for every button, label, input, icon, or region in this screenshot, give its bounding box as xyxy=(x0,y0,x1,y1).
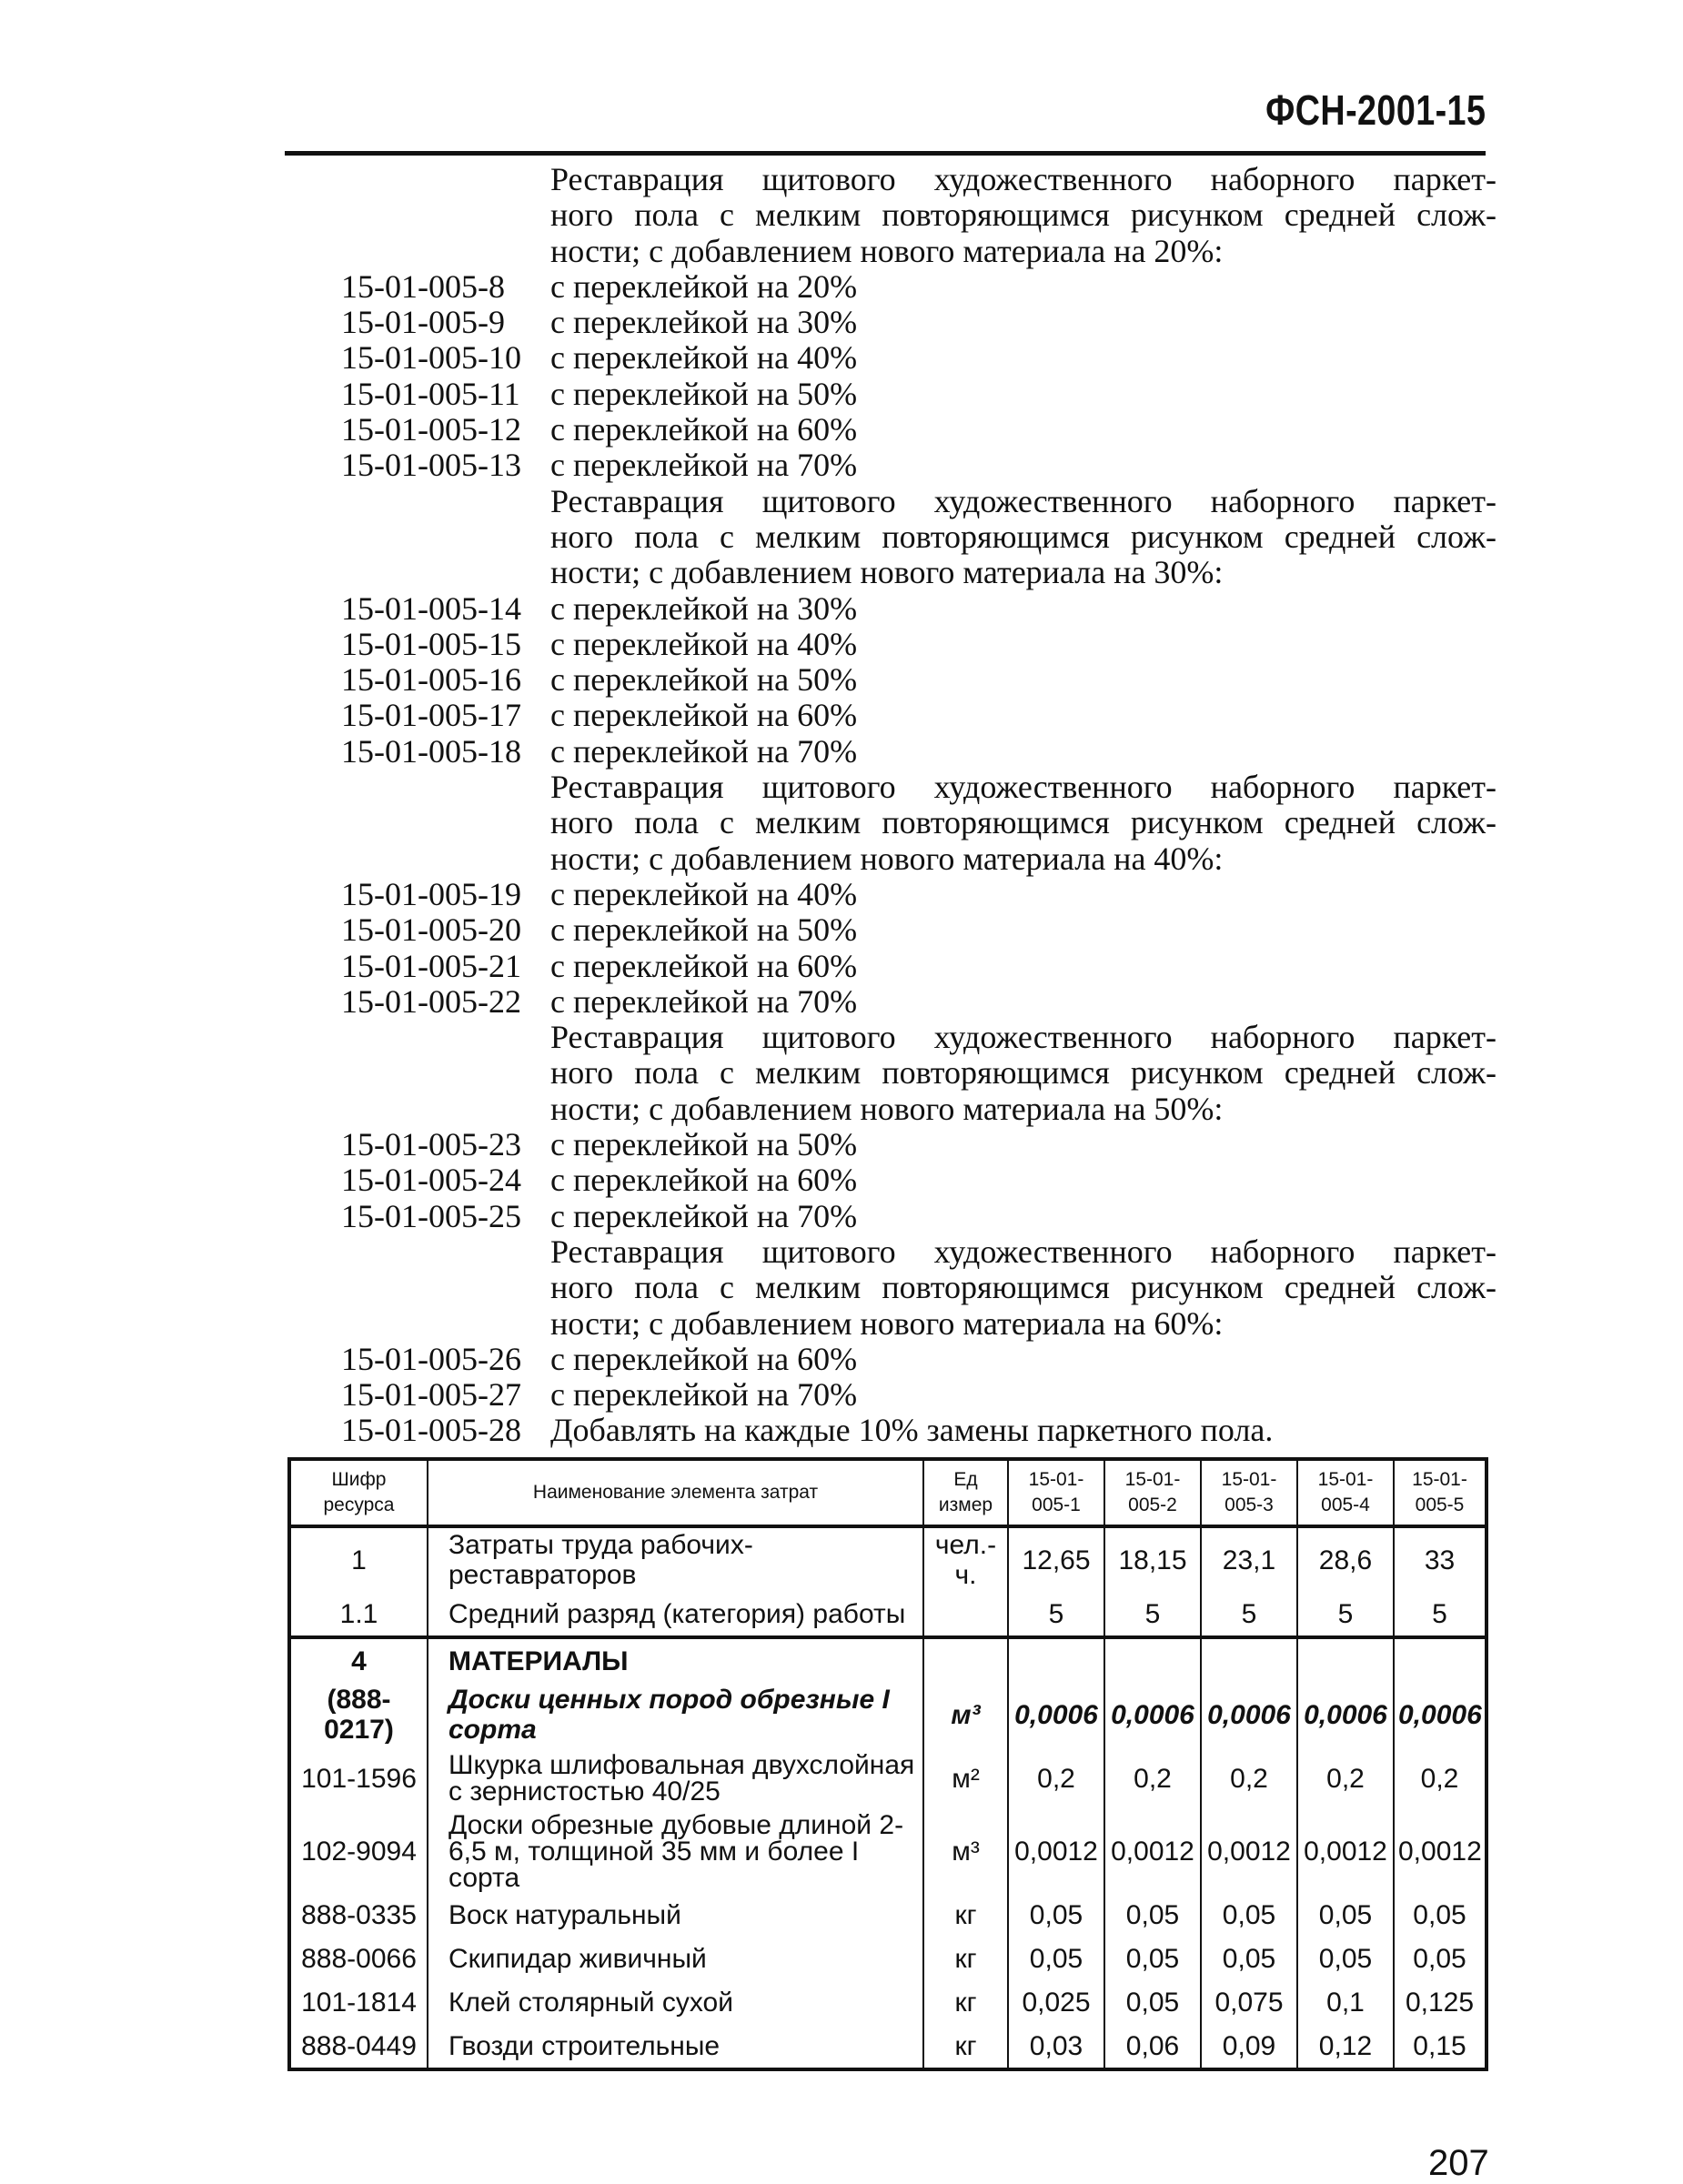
norm-value: 5 xyxy=(1008,1592,1104,1637)
table-row xyxy=(289,1980,1486,2024)
table-row xyxy=(289,1893,1486,1937)
norm-value: 12,65 xyxy=(1008,1526,1104,1592)
header-norm-2: 15-01- 005-2 xyxy=(1104,1459,1201,1526)
norm-item xyxy=(341,698,1497,733)
norm-code: 15-01-005-14 xyxy=(341,589,521,627)
norm-description: с переклейкой на 60% xyxy=(550,697,858,734)
section-heading-line: ного пола с мелким повторяющимся рисунком средней слож- xyxy=(550,196,1497,234)
norm-value xyxy=(1394,1637,1486,1683)
norm-description: с переклейкой на 70% xyxy=(550,1376,858,1414)
norm-value: 0,1 xyxy=(1297,1980,1394,2024)
table-row xyxy=(289,1526,1486,1592)
norm-description: с переклейкой на 70% xyxy=(550,732,858,770)
norm-description: с переклейкой на 40% xyxy=(550,339,858,377)
norm-value: 0,05 xyxy=(1201,1893,1297,1937)
norm-value xyxy=(1201,1637,1297,1683)
norm-code: 15-01-005-10 xyxy=(341,339,521,377)
norm-value: 0,05 xyxy=(1297,1893,1394,1937)
norm-value: 0,125 xyxy=(1394,1980,1486,2024)
table-row xyxy=(289,1683,1486,1746)
norm-description: с переклейкой на 40% xyxy=(550,875,858,912)
resource-code: 888-0066 xyxy=(289,1937,428,1980)
norm-code: 15-01-005-18 xyxy=(341,732,521,770)
norm-value: 5 xyxy=(1394,1592,1486,1637)
section-heading-line: ного пола с мелким повторяющимся рисунком средней слож- xyxy=(550,518,1497,555)
resource-code: 101-1814 xyxy=(289,1980,428,2024)
norm-item xyxy=(341,377,1497,412)
resource-code: 888-0449 xyxy=(289,2024,428,2069)
unit: кг xyxy=(923,1980,1008,2024)
section-heading xyxy=(341,1020,1497,1127)
page-number: 207 xyxy=(1428,2143,1489,2183)
norm-code: 15-01-005-12 xyxy=(341,411,521,448)
unit: кг xyxy=(923,1893,1008,1937)
norm-value: 0,2 xyxy=(1394,1746,1486,1810)
norm-code: 15-01-005-21 xyxy=(341,947,521,984)
section-heading-line: ности; с добавлением нового материала на 20%: xyxy=(550,232,1224,269)
norm-item xyxy=(341,1342,1497,1377)
norm-item xyxy=(341,984,1497,1020)
norm-item xyxy=(341,1162,1497,1198)
section-heading-line: ного пола с мелким повторяющимся рисунком средней слож- xyxy=(550,1269,1497,1306)
section-heading xyxy=(341,162,1497,269)
norm-item xyxy=(341,305,1497,340)
resource-code: (888-0217) xyxy=(289,1683,428,1746)
resource-code: 1 xyxy=(289,1526,428,1592)
norm-value: 0,025 xyxy=(1008,1980,1104,2024)
norm-code: 15-01-005-27 xyxy=(341,1376,521,1414)
norm-item xyxy=(341,1413,1497,1448)
element-name: Гвозди строительные xyxy=(428,2024,923,2069)
norm-description: с переклейкой на 50% xyxy=(550,661,858,699)
resource-code: 102-9094 xyxy=(289,1810,428,1893)
element-name: Доски ценных пород обрезные I сорта xyxy=(428,1683,923,1746)
header-element-name: Наименование элемента затрат xyxy=(428,1459,923,1526)
section-heading-line: Реставрация щитового художественного наборного паркет- xyxy=(550,1019,1497,1056)
norm-value: 0,05 xyxy=(1297,1937,1394,1980)
norm-value: 0,2 xyxy=(1008,1746,1104,1810)
norm-value: 0,0006 xyxy=(1008,1683,1104,1746)
norm-description: с переклейкой на 70% xyxy=(550,982,858,1020)
norm-value: 5 xyxy=(1297,1592,1394,1637)
norm-description: с переклейкой на 50% xyxy=(550,1126,858,1163)
norm-value: 0,0006 xyxy=(1104,1683,1201,1746)
norm-value xyxy=(1008,1637,1104,1683)
norm-value: 0,12 xyxy=(1297,2024,1394,2069)
norm-value: 0,2 xyxy=(1201,1746,1297,1810)
norm-item xyxy=(341,949,1497,984)
norm-code: 15-01-005-9 xyxy=(341,304,505,341)
body-text xyxy=(341,162,1497,1449)
header-norm-4: 15-01- 005-4 xyxy=(1297,1459,1394,1526)
norm-value: 0,0012 xyxy=(1008,1810,1104,1893)
section-heading-line: Реставрация щитового художественного наборного паркет- xyxy=(550,161,1497,197)
table-row xyxy=(289,1746,1486,1810)
norm-value: 0,15 xyxy=(1394,2024,1486,2069)
unit: кг xyxy=(923,1937,1008,1980)
table-body xyxy=(289,1526,1486,2069)
norm-description: с переклейкой на 50% xyxy=(550,375,858,412)
norm-value: 0,05 xyxy=(1104,1937,1201,1980)
header-norm-1: 15-01- 005-1 xyxy=(1008,1459,1104,1526)
norm-code: 15-01-005-24 xyxy=(341,1162,521,1199)
norm-value: 0,0012 xyxy=(1201,1810,1297,1893)
norm-description: с переклейкой на 60% xyxy=(550,411,858,448)
norm-description: с переклейкой на 60% xyxy=(550,947,858,984)
section-heading-line: ного пола с мелким повторяющимся рисунком средней слож- xyxy=(550,1054,1497,1092)
element-name: Доски обрезные дубовые длиной 2-6,5 м, толщиной 35 мм и более I сорта xyxy=(428,1810,923,1893)
norm-value: 0,0012 xyxy=(1297,1810,1394,1893)
norm-item xyxy=(341,591,1497,627)
norm-value: 5 xyxy=(1104,1592,1201,1637)
norm-code: 15-01-005-17 xyxy=(341,697,521,734)
norm-code: 15-01-005-11 xyxy=(341,375,520,412)
norm-code: 15-01-005-13 xyxy=(341,447,521,484)
section-heading xyxy=(341,770,1497,877)
norm-code: 15-01-005-22 xyxy=(341,982,521,1020)
norm-value: 0,0006 xyxy=(1297,1683,1394,1746)
norm-value: 0,05 xyxy=(1201,1937,1297,1980)
norm-value: 0,0006 xyxy=(1201,1683,1297,1746)
unit: м² xyxy=(923,1746,1008,1810)
table-row xyxy=(289,1592,1486,1637)
norm-item xyxy=(341,1377,1497,1413)
norm-value: 0,05 xyxy=(1008,1937,1104,1980)
norm-value: 0,05 xyxy=(1104,1893,1201,1937)
section-heading-line: Реставрация щитового художественного наборного паркет- xyxy=(550,1233,1497,1270)
document-code: ФСН-2001-15 xyxy=(1265,86,1486,134)
table-row xyxy=(289,2024,1486,2069)
header-norm-3: 15-01- 005-3 xyxy=(1201,1459,1297,1526)
element-name: Средний разряд (категория) работы xyxy=(428,1592,923,1637)
norm-item xyxy=(341,877,1497,912)
norm-description: с переклейкой на 50% xyxy=(550,911,858,949)
norm-item xyxy=(341,412,1497,448)
resource-code: 888-0335 xyxy=(289,1893,428,1937)
norm-description: с переклейкой на 20% xyxy=(550,267,858,305)
norm-value: 23,1 xyxy=(1201,1526,1297,1592)
section-heading-line: ного пола с мелким повторяющимся рисунком средней слож- xyxy=(550,804,1497,841)
norm-code: 15-01-005-19 xyxy=(341,875,521,912)
norm-value: 0,03 xyxy=(1008,2024,1104,2069)
norm-code: 15-01-005-15 xyxy=(341,625,521,662)
header-norm-5: 15-01- 005-5 xyxy=(1394,1459,1486,1526)
section-heading xyxy=(341,484,1497,591)
norm-value: 0,0006 xyxy=(1394,1683,1486,1746)
unit: м³ xyxy=(923,1810,1008,1893)
section-heading-line: Реставрация щитового художественного наборного паркет- xyxy=(550,769,1497,806)
resource-table xyxy=(287,1457,1488,2071)
norm-value xyxy=(1104,1637,1201,1683)
section-heading-line: ности; с добавлением нового материала на 30%: xyxy=(550,554,1224,591)
table-row xyxy=(289,1937,1486,1980)
norm-item xyxy=(341,340,1497,376)
norm-item xyxy=(341,627,1497,662)
norm-value: 33 xyxy=(1394,1526,1486,1592)
norm-value: 28,6 xyxy=(1297,1526,1394,1592)
norm-value: 0,09 xyxy=(1201,2024,1297,2069)
section-heading-line: Реставрация щитового художественного наборного паркет- xyxy=(550,482,1497,519)
section-heading-line: ности; с добавлением нового материала на 60%: xyxy=(550,1304,1224,1342)
norm-value: 0,05 xyxy=(1394,1937,1486,1980)
norm-code: 15-01-005-8 xyxy=(341,267,505,305)
norm-description: с переклейкой на 70% xyxy=(550,1197,858,1234)
element-name: Клей столярный сухой xyxy=(428,1980,923,2024)
norm-description: с переклейкой на 30% xyxy=(550,304,858,341)
norm-value: 0,05 xyxy=(1104,1980,1201,2024)
norm-code: 15-01-005-28 xyxy=(341,1412,521,1449)
norm-value: 0,05 xyxy=(1008,1893,1104,1937)
unit: м³ xyxy=(923,1683,1008,1746)
norm-item xyxy=(341,734,1497,770)
norm-code: 15-01-005-25 xyxy=(341,1197,521,1234)
norm-value: 0,0012 xyxy=(1104,1810,1201,1893)
norm-value: 0,2 xyxy=(1104,1746,1201,1810)
section-heading xyxy=(341,1234,1497,1342)
norm-value: 0,075 xyxy=(1201,1980,1297,2024)
norm-value: 0,0012 xyxy=(1394,1810,1486,1893)
header-unit: Ед измер xyxy=(923,1459,1008,1526)
element-name: Затраты труда рабочих-реставраторов xyxy=(428,1526,923,1592)
norm-value: 0,2 xyxy=(1297,1746,1394,1810)
element-name: Скипидар живичный xyxy=(428,1937,923,1980)
element-name: МАТЕРИАЛЫ xyxy=(428,1637,923,1683)
norm-value: 5 xyxy=(1201,1592,1297,1637)
norm-description: с переклейкой на 70% xyxy=(550,447,858,484)
norm-code: 15-01-005-23 xyxy=(341,1126,521,1163)
unit: чел.-ч. xyxy=(923,1526,1008,1592)
norm-description: с переклейкой на 60% xyxy=(550,1162,858,1199)
norm-description: с переклейкой на 40% xyxy=(550,625,858,662)
norm-item xyxy=(341,269,1497,305)
resource-code: 4 xyxy=(289,1637,428,1683)
norm-description: Добавлять на каждые 10% замены паркетного пола. xyxy=(550,1412,1274,1449)
section-heading-line: ности; с добавлением нового материала на 50%: xyxy=(550,1090,1224,1127)
page-header xyxy=(285,64,1486,156)
section-heading-line: ности; с добавлением нового материала на 40%: xyxy=(550,840,1224,877)
table-row xyxy=(289,1810,1486,1893)
norm-value xyxy=(1297,1637,1394,1683)
norm-code: 15-01-005-26 xyxy=(341,1340,521,1377)
unit xyxy=(923,1637,1008,1683)
element-name: Шкурка шлифовальная двухслойная с зернистостью 40/25 xyxy=(428,1746,923,1810)
norm-description: с переклейкой на 60% xyxy=(550,1340,858,1377)
norm-item xyxy=(341,662,1497,698)
norm-code: 15-01-005-20 xyxy=(341,911,521,949)
norm-description: с переклейкой на 30% xyxy=(550,589,858,627)
norm-value: 0,05 xyxy=(1394,1893,1486,1937)
resource-code: 1.1 xyxy=(289,1592,428,1637)
element-name: Воск натуральный xyxy=(428,1893,923,1937)
table-row xyxy=(289,1637,1486,1683)
unit xyxy=(923,1592,1008,1637)
table-header-row xyxy=(289,1459,1486,1526)
norm-value: 0,06 xyxy=(1104,2024,1201,2069)
norm-value: 18,15 xyxy=(1104,1526,1201,1592)
norm-code: 15-01-005-16 xyxy=(341,661,521,699)
unit: кг xyxy=(923,2024,1008,2069)
norm-item xyxy=(341,912,1497,948)
header-resource-code: Шифр ресурса xyxy=(289,1459,428,1526)
norm-item xyxy=(341,1127,1497,1162)
resource-code: 101-1596 xyxy=(289,1746,428,1810)
norm-item xyxy=(341,448,1497,483)
norm-item xyxy=(341,1199,1497,1234)
